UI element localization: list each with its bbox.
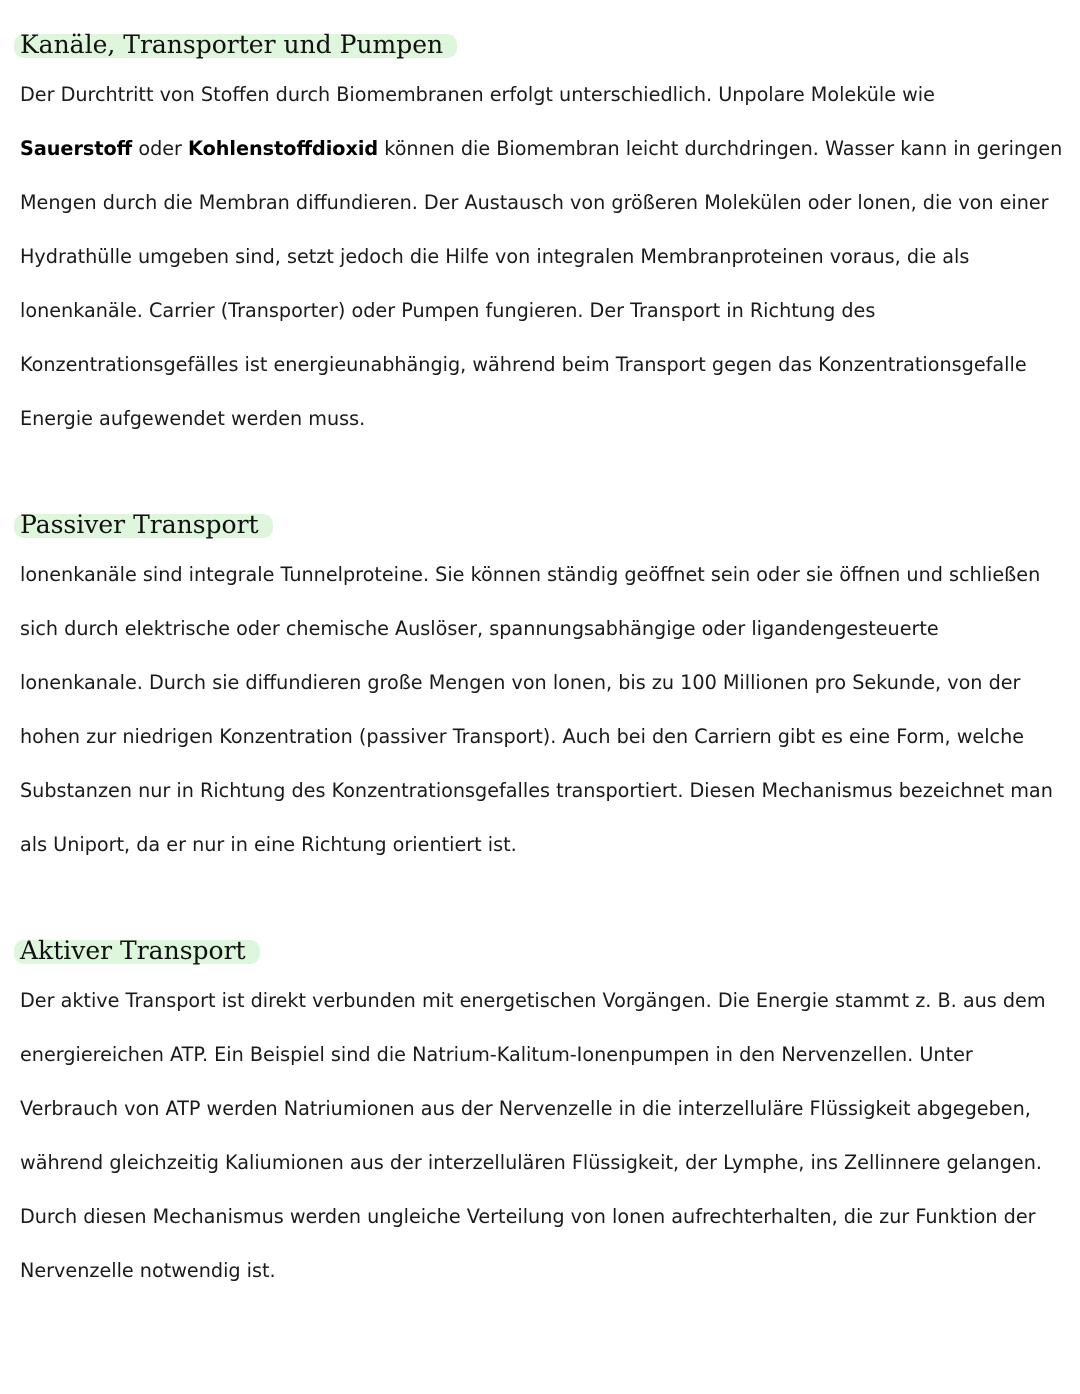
section-paragraph: lonenkanäle sind integrale Tunnelproteine. Sie können ständig geöffnet sein oder sie öffnen und schließen sich durch elektrische oder chemische Auslöser, spannungsabhängige oder ligandengesteuerte lonenkanale. Durch sie diffundieren große Mengen von lonen, bis zu 100 Millionen pro Sekunde, von der hohen zur niedrigen Konzentration (passiver Transport). Auch bei den Carriern gibt es eine Form, welche Substanzen nur in Richtung des Konzentrationsgefalles transportiert. Diesen Mechanismus bezeichnet man als Uniport, da er nur in eine Richtung orientiert ist.: [20, 563, 1053, 856]
section-aktiver-transport: [20, 934, 1065, 1298]
section-passiver-transport: [20, 508, 1065, 872]
section-heading: Kanäle, Transporter und Pumpen: [20, 28, 457, 62]
section-heading: Aktiver Transport: [20, 934, 260, 968]
bold-term-sauerstoff: Sauerstoff: [20, 137, 133, 160]
section-heading: Passiver Transport: [20, 508, 273, 542]
bold-term-kohlenstoffdioxid: Kohlenstoffdioxid: [188, 137, 379, 160]
section-paragraph: Der Durchtritt von Stoffen durch Biomembranen erfolgt unterschiedlich. Unpolare Moleküle wie Sauerstoff oder Kohlenstoffdioxid können die Biomembran leicht durchdringen. Wasser kann in geringen Mengen durch die Membran diffundieren. Der Austausch von größeren Molekülen oder lonen, die von einer Hydrathülle umgeben sind, setzt jedoch die Hilfe von integralen Membranproteinen voraus, die als lonenkanäle. Carrier (Transporter) oder Pumpen fungieren. Der Transport in Richtung des Konzentrationsgefälles ist energieunabhängig, während beim Transport gegen das Konzentrationsgefalle Energie aufgewendet werden muss.: [20, 83, 1063, 430]
section-paragraph: Der aktive Transport ist direkt verbunden mit energetischen Vorgängen. Die Energie stammt z. B. aus dem energiereichen ATP. Ein Beispiel sind die Natrium-Kalitum-Ionenpumpen in den Nervenzellen. Unter Verbrauch von ATP werden Natriumionen aus der Nervenzelle in die interzelluläre Flüssigkeit abgegeben, während gleichzeitig Kaliumionen aus der interzellulären Flüssigkeit, der Lymphe, ins Zellinnere gelangen. Durch diesen Mechanismus werden ungleiche Verteilung von lonen aufrechterhalten, die zur Funktion der Nervenzelle notwendig ist.: [20, 989, 1046, 1282]
section-kanaele: [20, 28, 1065, 446]
